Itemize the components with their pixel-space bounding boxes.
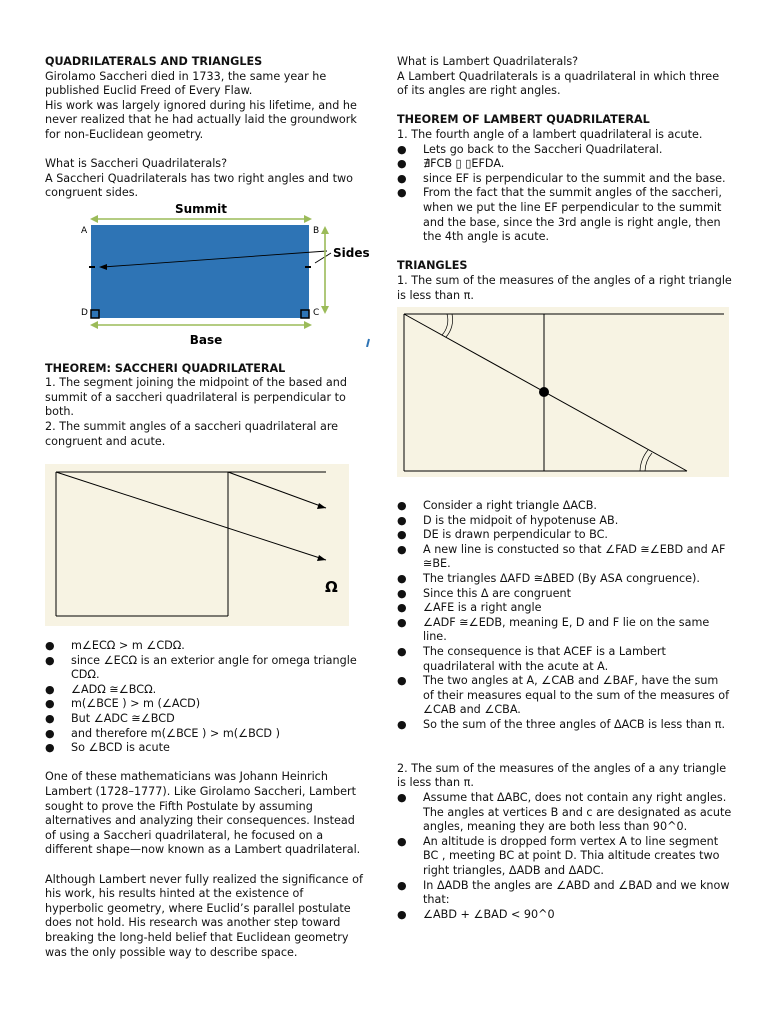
paragraph: A Lambert Quadrilaterals is a quadrilateral in which three of its angles are right angles.	[397, 69, 720, 98]
list-item: ● m∠ECΩ > m ∠CDΩ.	[45, 639, 365, 654]
section-heading: THEOREM: SACCHERI QUADRILATERAL	[45, 361, 286, 375]
list-item: ● The two angles at A, ∠CAB and ∠BAF, have the sum of their measures equal to the sum of the measures of ∠CAB and ∠CBA.	[397, 674, 732, 718]
omega-diagram	[45, 464, 349, 626]
paragraph: 2. The summit angles of a saccheri quadrilateral are congruent and acute.	[45, 419, 339, 448]
right-column	[397, 55, 732, 922]
list-item: ● ∠AFE is a right angle	[397, 601, 732, 616]
base-label: Base	[189, 332, 223, 347]
vertex-d: D	[81, 307, 88, 318]
vertex-c: C	[313, 307, 320, 318]
list-item: ● In ΔADB the angles are ∠ABD and ∠BAD and we know that:	[397, 879, 732, 908]
list-item: ● But ∠ADC ≅∠BCD	[45, 712, 365, 727]
list-item: ● and therefore m(∠BCE ) > m(∠BCD )	[45, 727, 365, 742]
omega-figure	[45, 464, 365, 639]
midpoint-d	[539, 387, 549, 397]
lambert-theorem-list	[397, 143, 732, 245]
list-item: ● ∠ABD + ∠BAD < 90^0	[397, 908, 732, 923]
saccheri-diagram	[45, 201, 375, 347]
paragraph: Girolamo Saccheri died in 1733, the same year he published Euclid Freed of Every Flaw.	[45, 69, 327, 98]
question-heading: What is Saccheri Quadrilaterals?	[45, 157, 228, 171]
list-item: ● From the fact that the summit angles of the saccheri, when we put the line EF perpendicular to the summit and the base, since the 3rd angle is right angle, then the 4th angle is acute.	[397, 186, 732, 244]
list-item: ● since ∠ECΩ is an exterior angle for omega triangle CDΩ.	[45, 654, 365, 683]
list-item: ● Assume that ΔABC, does not contain any right angles. The angles at vertices B and c are designated as acute angles, meaning they are both less than 90^0.	[397, 791, 732, 835]
list-item: ● ∄FCB ▯ ▯EFDA.	[397, 157, 732, 172]
list-item: ● Consider a right triangle ΔACB.	[397, 499, 732, 514]
any-triangle-proof-list	[397, 791, 732, 922]
list-item: ● DE is drawn perpendicular to BC.	[397, 528, 732, 543]
list-item: ● So ∠BCD is acute	[45, 741, 365, 756]
list-item: ● The consequence is that ACEF is a Lambert quadrilateral with the acute at A.	[397, 645, 732, 674]
omega-label: Ω	[325, 578, 338, 597]
paragraph: Although Lambert never fully realized the significance of his work, his results hinted at the existence of hyperbolic geometry, where Euclid’s parallel postulate does not hold. His research was another step toward breaking the long-held belief that Euclidean geometry was the only possible way to describe space.	[45, 872, 363, 959]
list-item: ● ∠ADΩ ≅∠BCΩ.	[45, 683, 365, 698]
section-heading: THEOREM OF LAMBERT QUADRILATERAL	[397, 113, 650, 127]
sides-label: Sides	[333, 245, 370, 260]
saccheri-proof-list	[45, 639, 365, 756]
paragraph: A Saccheri Quadrilaterals has two right angles and two congruent sides.	[45, 171, 353, 200]
vertex-b: B	[313, 225, 320, 236]
section-heading: TRIANGLES	[397, 259, 468, 273]
list-item: ● The triangles ΔAFD ≅ΔBED (By ASA congruence).	[397, 572, 732, 587]
list-item: ● So the sum of the three angles of ΔACB is less than π.	[397, 718, 732, 733]
paragraph: 1. The sum of the measures of the angles of a right triangle is less than π.	[397, 273, 732, 302]
section-heading: QUADRILATERALS AND TRIANGLES	[45, 55, 263, 68]
paragraph: 1. The fourth angle of a lambert quadrilateral is acute.	[397, 127, 703, 141]
list-item: ● since EF is perpendicular to the summit and the base.	[397, 172, 732, 187]
saccheri-quadrilateral	[91, 225, 309, 318]
list-item: ● Lets go back to the Saccheri Quadrilateral.	[397, 143, 732, 158]
list-item: ● A new line is constucted so that ∠FAD ≅∠EBD and AF ≅BE.	[397, 543, 732, 572]
list-item: ● m(∠BCE ) > m (∠ACD)	[45, 697, 365, 712]
paragraph: 2. The sum of the measures of the angles of a any triangle is less than π.	[397, 761, 727, 790]
saccheri-figure	[45, 201, 370, 347]
right-triangle-diagram	[397, 307, 729, 477]
paragraph: One of these mathematicians was Johann Heinrich Lambert (1728–1777). Like Girolamo Saccheri, Lambert sought to prove the Fifth Postulate by assuming alternatives and analyzing their consequences. Instead of using a Saccheri quadrilateral, he focused on a different shape—now known as a Lambert quadrilateral.	[45, 770, 361, 857]
summit-label: Summit	[174, 201, 228, 216]
paragraph: His work was largely ignored during his lifetime, and he never realized that he had actually laid the groundwork for non-Euclidean geometry.	[45, 98, 357, 141]
list-item: ● ∠ADF ≅∠EDB, meaning E, D and F lie on the same line.	[397, 616, 732, 645]
list-item: ● An altitude is dropped form vertex A to line segment BC , meeting BC at point D. Thia altitude creates two right triangles, ΔADB and ΔADC.	[397, 835, 732, 879]
right-triangle-proof-list	[397, 499, 732, 733]
list-item: ● Since this Δ are congruent	[397, 587, 732, 602]
list-item: ● D is the midpoit of hypotenuse AB.	[397, 514, 732, 529]
right-triangle-figure	[397, 307, 732, 499]
left-column	[45, 55, 370, 960]
paragraph: 1. The segment joining the midpoint of the based and summit of a saccheri quadrilateral is perpendicular to both.	[45, 376, 347, 419]
question-heading: What is Lambert Quadrilaterals?	[397, 55, 579, 68]
vertex-a: A	[81, 225, 88, 236]
